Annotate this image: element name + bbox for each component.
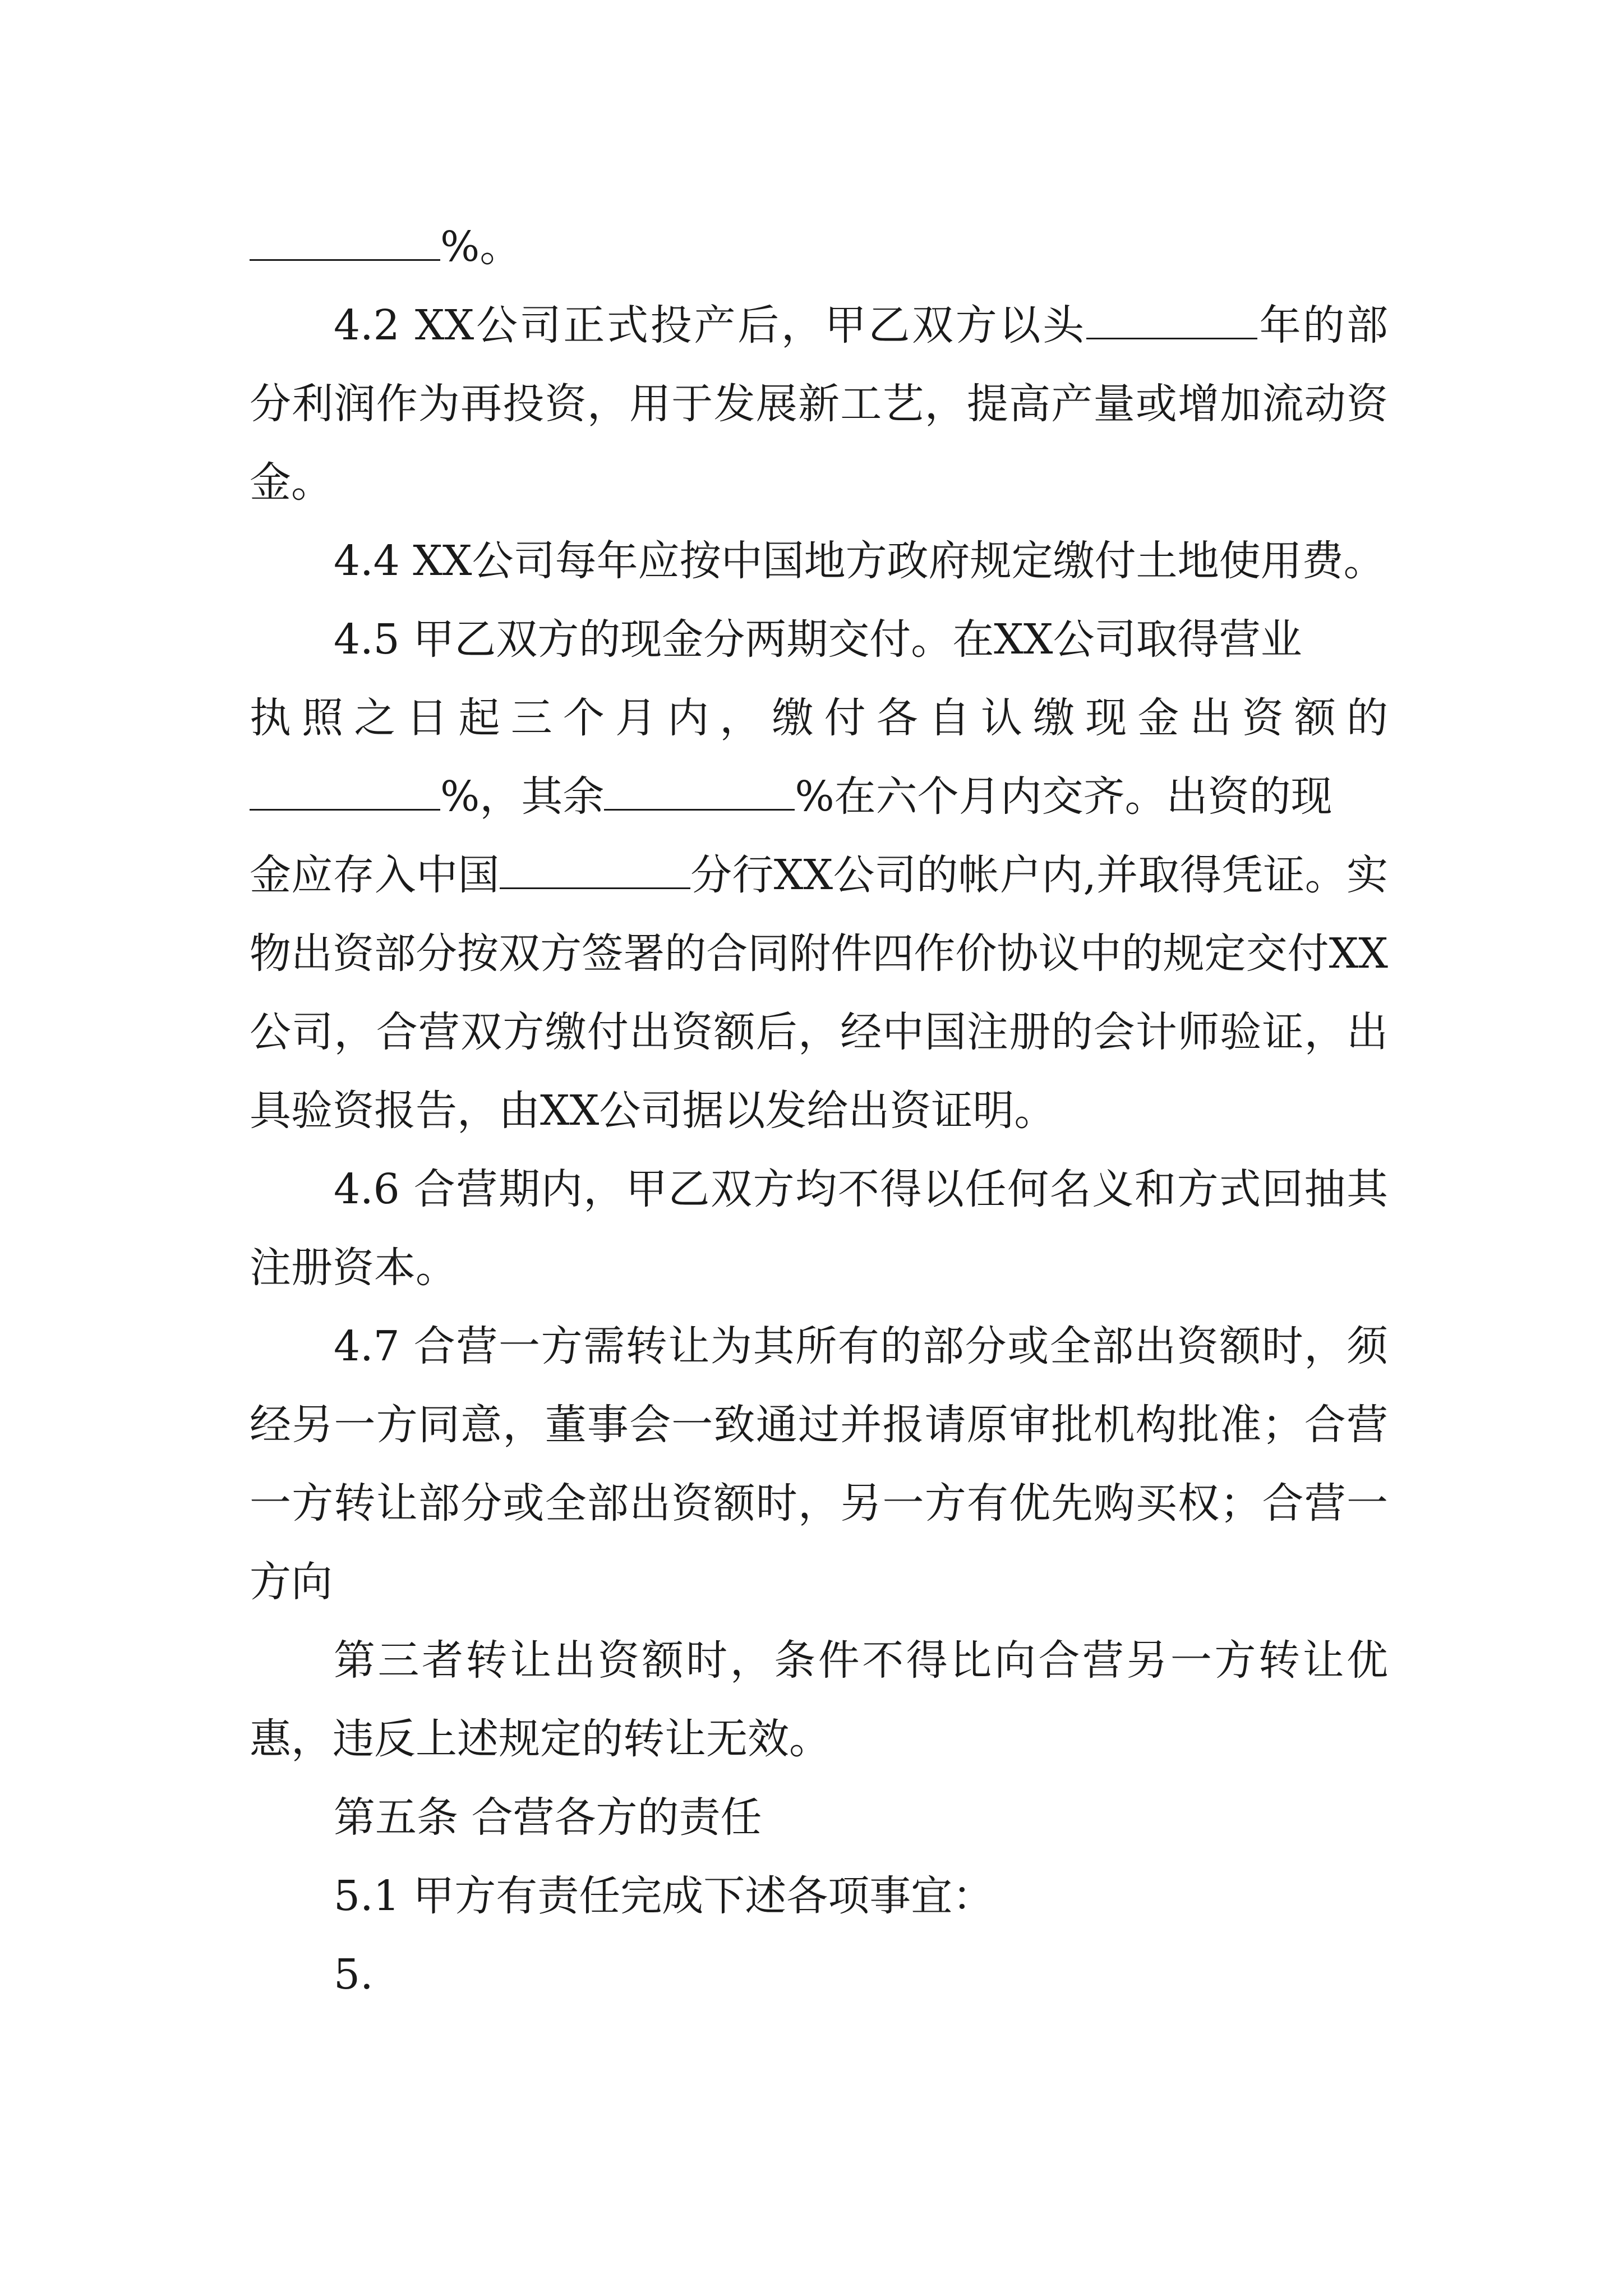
document-body bbox=[250, 208, 1388, 2014]
blank-field bbox=[250, 223, 440, 261]
paragraph-4-7: 4.7 合营一方需转让为其所有的部分或全部出资额时，须经另一方同意，董事会一致通过并报请原审批机构批准；合营一方转让部分或全部出资额时，另一方有优先购买权；合营一方向 bbox=[250, 1322, 1388, 1606]
paragraph-line: 执照之日起三个月内，缴付各自认缴现金出资额的 bbox=[250, 694, 1388, 742]
paragraph-text: %。 bbox=[440, 223, 522, 271]
paragraph-text: 分行XX公司的帐户内,并取得凭证。实物出资部分按双方签署的合同附件四作价协议中的规定交付XX公司，合营双方缴付出资额后，经中国注册的会计师验证，出具验资报告，由XX公司据以发给出资证明。 bbox=[250, 851, 1388, 1135]
paragraph-text: %在六个月内交齐。出资的现 bbox=[795, 772, 1332, 821]
paragraph-4-4: 4.4 XX公司每年应按中国地方政府规定缴付土地使用费。 bbox=[334, 537, 1385, 585]
paragraph-4-6: 4.6 合营期内，甲乙双方均不得以任何名义和方式回抽其注册资本。 bbox=[250, 1165, 1388, 1292]
paragraph-line bbox=[250, 836, 1388, 1150]
paragraph-third-party-transfer: 第三者转让出资额时，条件不得比向合营另一方转让优惠，违反上述规定的转让无效。 bbox=[250, 1636, 1388, 1763]
paragraph-4-5 bbox=[250, 600, 1388, 1150]
paragraph-5-1: 5.1 甲方有责任完成下述各项事宜： bbox=[334, 1872, 994, 1920]
paragraph-text: 金应存入中国 bbox=[250, 851, 500, 899]
paragraph-4-2 bbox=[250, 286, 1388, 522]
paragraph-line bbox=[250, 757, 1388, 836]
paragraph-text: 年的部分利润作为再投资，用于发展新工艺，提高产量或增加流动资金。 bbox=[250, 301, 1388, 507]
paragraph-line: 4.5 甲乙双方的现金分两期交付。在XX公司取得营业 bbox=[334, 615, 1302, 664]
blank-field bbox=[604, 773, 795, 811]
blank-field bbox=[500, 852, 690, 889]
paragraph-text: 4.2 XX公司正式投产后，甲乙双方以头 bbox=[334, 301, 1086, 349]
blank-field bbox=[250, 773, 440, 811]
paragraph-percentage-end bbox=[250, 208, 1388, 286]
blank-field bbox=[1086, 302, 1257, 339]
paragraph-5-partial: 5. bbox=[334, 1950, 374, 1999]
section-heading-article-5: 第五条 合营各方的责任 bbox=[334, 1793, 762, 1842]
paragraph-text: %，其余 bbox=[440, 772, 605, 821]
